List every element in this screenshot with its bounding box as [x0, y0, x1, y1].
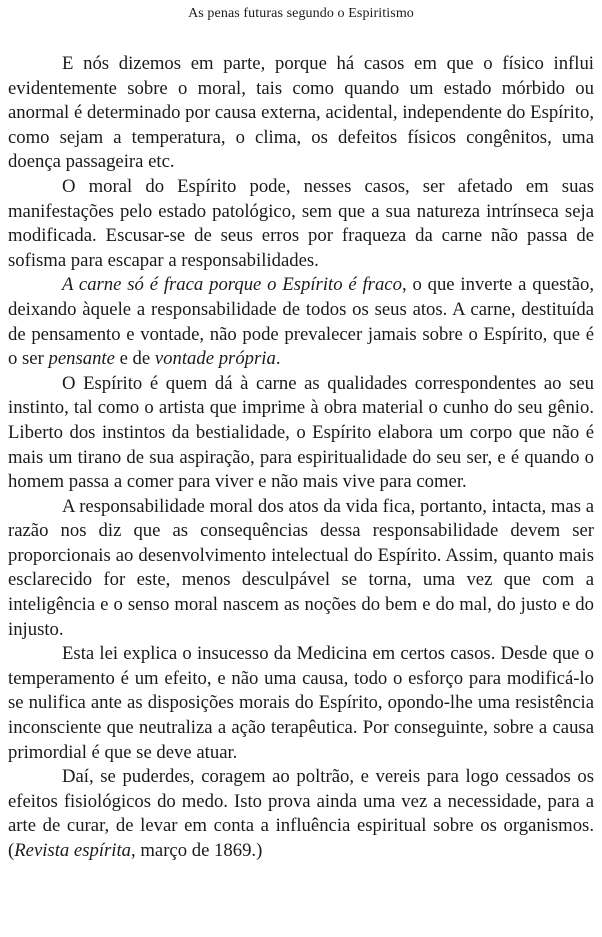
running-header: As penas futuras segundo o Espiritismo — [188, 6, 414, 21]
emphasis-carne-fraca: A carne só é fraca porque o Espírito é fraco — [62, 274, 402, 296]
paragraph-7-text-a: Daí, se puderdes, coragem ao poltrão, e vereis para logo cessados os efeitos fisiológicos do medo. Isto prova ainda uma vez a necessidade, para a arte de curar, de levar em conta a influência espiritual sobre os organismos.( — [8, 766, 594, 861]
paragraph-1: E nós dizemos em parte, porque há casos em que o físico influi evidentemente sobre o moral, tais como quando um estado mórbido ou anormal é determinado por causa externa, acidental, independente do Espírito, como sejam a temperatura, o clima, os defeitos físicos congênitos, uma doença passageira etc. — [8, 53, 594, 173]
citation-revista-espirita: Revista espírita — [14, 840, 132, 861]
paragraph-5: A responsabilidade moral dos atos da vida fica, portanto, intacta, mas a razão nos diz que as consequências dessa responsabilidade devem ser proporcionais ao desenvolvimento intelectual do Espírito. Assim, quanto mais esclarecido for este, menos desculpável se torna, uma vez que com a inteligência e o senso moral nascem as noções do bem e do mal, do justo e do injusto. — [8, 495, 594, 640]
paragraph-3-text-c: . — [275, 348, 281, 370]
paragraph-3-text-a: , o que inverte a questão, deixando àquele a responsabilidade de todos os seus atos. A carne, destituída de pensamento e vontade, não pode prevalecer jamais sobre o Espírito, que é o ser — [8, 274, 594, 370]
paragraph-7 — [8, 765, 594, 863]
page-body — [8, 52, 594, 864]
emphasis-vontade-propria: vontade própria — [154, 348, 276, 370]
emphasis-pensante: pensante — [48, 348, 115, 370]
paragraph-7-text-b: , março de 1869.) — [131, 840, 263, 861]
paragraph-3 — [8, 273, 594, 371]
paragraph-4: O Espírito é quem dá à carne as qualidades correspondentes ao seu instinto, tal como o artista que imprime à obra material o cunho do seu gênio. Liberto dos instintos da bestialidade, o Espírito elabora um corpo que não é mais um tirano de sua aspiração, para espiritualidade do seu ser, e é quando o homem passa a comer para viver e não mais vive para comer. — [8, 372, 594, 493]
paragraph-3-text-b: e de — [114, 348, 155, 370]
paragraph-6: Esta lei explica o insucesso da Medicina em certos casos. Desde que o temperamento é um efeito, e não uma causa, todo o esforço para modificá-lo se nulifica ante as disposições morais do Espírito, opondo-lhe uma resistência inconsciente que neutraliza a ação terapêutica. Por conseguinte, sobre a causa primordial é que se deve atuar. — [8, 643, 594, 763]
paragraph-2: O moral do Espírito pode, nesses casos, ser afetado em suas manifestações pelo estado patológico, sem que a sua natureza intrínseca seja modificada. Escusar-se de seus erros por fraqueza da carne não passa de sofisma para escapar a responsabilidades. — [8, 175, 594, 271]
